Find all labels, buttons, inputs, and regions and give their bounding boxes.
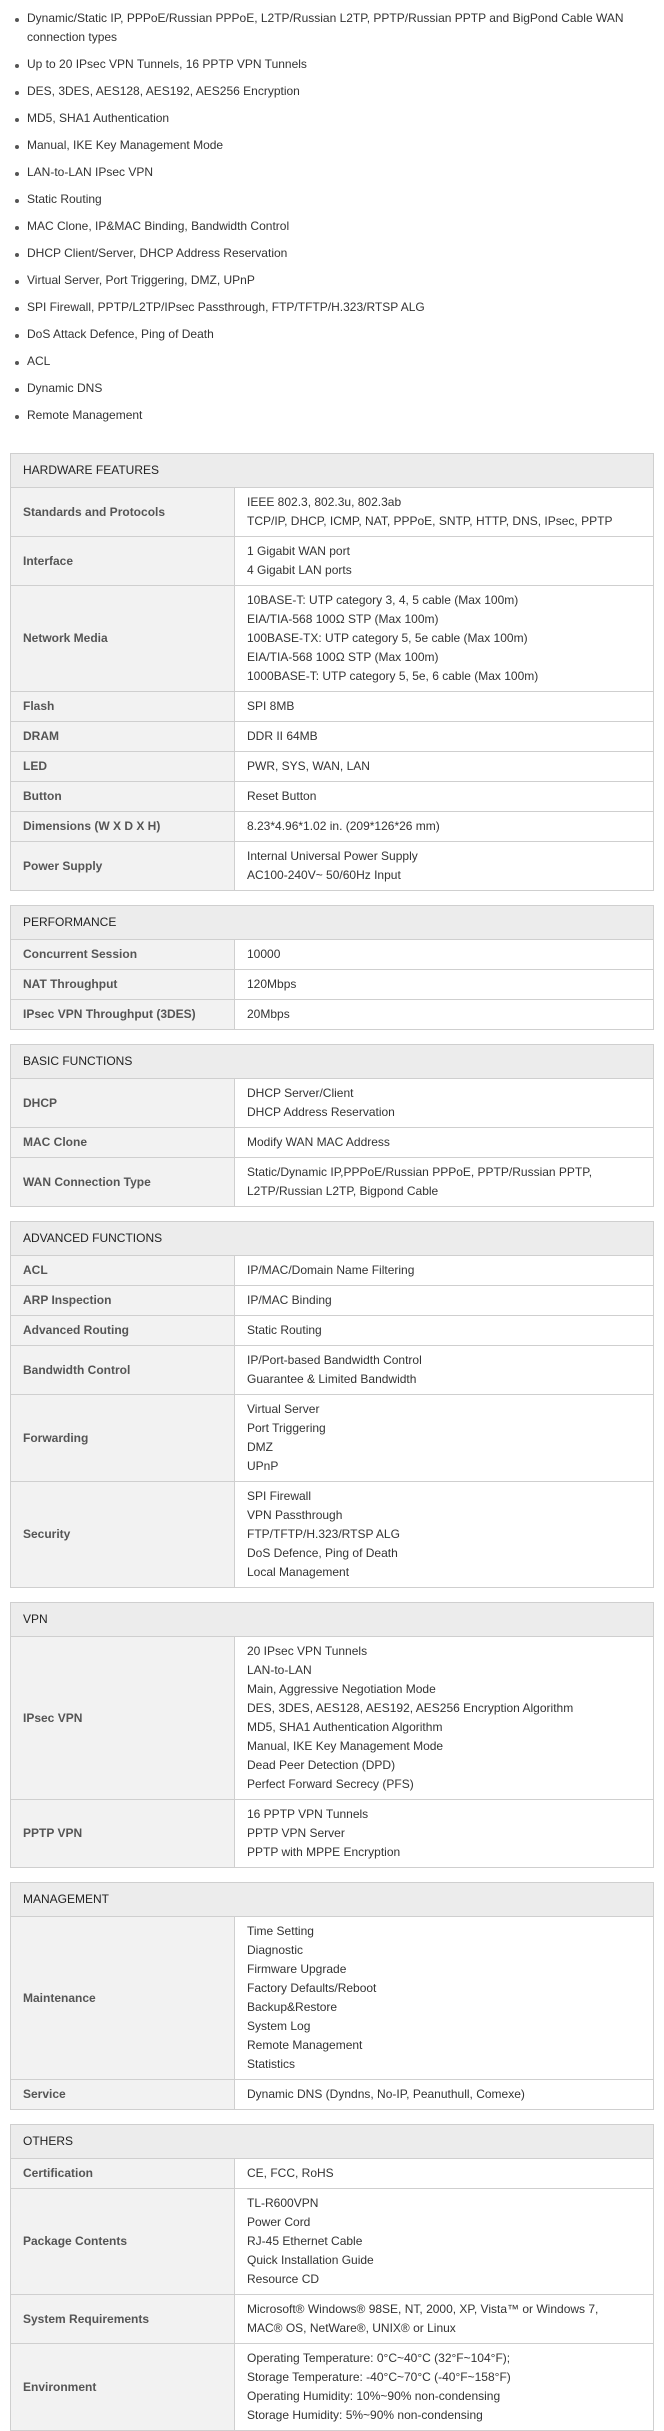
spec-table-vpn	[10, 1602, 654, 1868]
table-row	[11, 1917, 654, 2080]
spec-label: System Requirements	[11, 2295, 235, 2344]
spec-value-line: Manual, IKE Key Management Mode	[247, 1739, 444, 1753]
table-row	[11, 586, 654, 692]
spec-label: Advanced Routing	[11, 1316, 235, 1346]
spec-label: ARP Inspection	[11, 1286, 235, 1316]
spec-value-line: Diagnostic	[247, 1943, 304, 1957]
spec-label: WAN Connection Type	[11, 1158, 235, 1207]
spec-value	[235, 752, 654, 782]
feature-item: Remote Management	[10, 402, 654, 429]
spec-value	[235, 586, 654, 692]
spec-table-management	[10, 1882, 654, 2110]
spec-label: NAT Throughput	[11, 970, 235, 1000]
spec-value	[235, 1800, 654, 1868]
table-row	[11, 2295, 654, 2344]
section-title: MANAGEMENT	[11, 1883, 654, 1917]
spec-value-line: EIA/TIA-568 100Ω STP (Max 100m)	[247, 650, 439, 664]
spec-label: Environment	[11, 2344, 235, 2431]
table-row	[11, 1286, 654, 1316]
section-title: HARDWARE FEATURES	[11, 454, 654, 488]
spec-value	[235, 782, 654, 812]
spec-value-line: DDR II 64MB	[247, 729, 318, 743]
spec-value-line: Port Triggering	[247, 1421, 326, 1435]
table-row	[11, 2080, 654, 2110]
spec-label: DRAM	[11, 722, 235, 752]
spec-label: ACL	[11, 1256, 235, 1286]
spec-value-line: 20 IPsec VPN Tunnels	[247, 1644, 368, 1658]
spec-value	[235, 722, 654, 752]
spec-table-advanced-functions	[10, 1221, 654, 1588]
spec-value-line: 100BASE-TX: UTP category 5, 5e cable (Max 100m)	[247, 631, 528, 645]
spec-value-line: Static/Dynamic IP,PPPoE/Russian PPPoE, PPTP/Russian PPTP,	[247, 1165, 593, 1179]
spec-value	[235, 537, 654, 586]
section-header-row	[11, 454, 654, 488]
spec-value-line: MD5, SHA1 Authentication Algorithm	[247, 1720, 443, 1734]
spec-label: Service	[11, 2080, 235, 2110]
spec-label: Dimensions (W X D X H)	[11, 812, 235, 842]
spec-value-line: Factory Defaults/Reboot	[247, 1981, 377, 1995]
spec-value	[235, 812, 654, 842]
spec-value-line: Operating Humidity: 10%~90% non-condensing	[247, 2389, 501, 2403]
spec-value-line: 20Mbps	[247, 1007, 290, 1021]
spec-label: Package Contents	[11, 2189, 235, 2295]
spec-value-line: IP/MAC Binding	[247, 1293, 332, 1307]
table-row	[11, 1128, 654, 1158]
spec-label: IPsec VPN Throughput (3DES)	[11, 1000, 235, 1030]
table-row	[11, 537, 654, 586]
spec-value-line: Main, Aggressive Negotiation Mode	[247, 1682, 436, 1696]
spec-value	[235, 1286, 654, 1316]
spec-value-line: PPTP with MPPE Encryption	[247, 1845, 401, 1859]
spec-value-line: CE, FCC, RoHS	[247, 2166, 334, 2180]
spec-value	[235, 1256, 654, 1286]
spec-value-line: 8.23*4.96*1.02 in. (209*126*26 mm)	[247, 819, 440, 833]
spec-table-basic-functions	[10, 1044, 654, 1207]
spec-value	[235, 488, 654, 537]
spec-value-line: TCP/IP, DHCP, ICMP, NAT, PPPoE, SNTP, HTTP, DNS, IPsec, PPTP	[247, 514, 613, 528]
table-row	[11, 1800, 654, 1868]
spec-value-line: Remote Management	[247, 2038, 363, 2052]
section-header-row	[11, 906, 654, 940]
spec-value	[235, 2295, 654, 2344]
spec-table-others	[10, 2124, 654, 2431]
spec-value-line: Dynamic DNS (Dyndns, No-IP, Peanuthull, Comexe)	[247, 2087, 525, 2101]
spec-value-line: Perfect Forward Secrecy (PFS)	[247, 1777, 414, 1791]
spec-value	[235, 1079, 654, 1128]
spec-value	[235, 1395, 654, 1482]
spec-value	[235, 1158, 654, 1207]
spec-value-line: 10000	[247, 947, 281, 961]
feature-item: Up to 20 IPsec VPN Tunnels, 16 PPTP VPN Tunnels	[10, 51, 654, 78]
spec-value-line: Static Routing	[247, 1323, 322, 1337]
feature-item: Dynamic/Static IP, PPPoE/Russian PPPoE, L2TP/Russian L2TP, PPTP/Russian PPTP and BigPond Cable WAN connection types	[10, 5, 654, 51]
section-header-row	[11, 1883, 654, 1917]
spec-value	[235, 1917, 654, 2080]
spec-label: Bandwidth Control	[11, 1346, 235, 1395]
spec-value-line: PPTP VPN Server	[247, 1826, 345, 1840]
spec-table-hardware-features	[10, 453, 654, 891]
spec-label: MAC Clone	[11, 1128, 235, 1158]
section-header-row	[11, 1603, 654, 1637]
spec-value-line: Local Management	[247, 1565, 350, 1579]
spec-value-line: LAN-to-LAN	[247, 1663, 312, 1677]
spec-label: Button	[11, 782, 235, 812]
spec-value-line: AC100-240V~ 50/60Hz Input	[247, 868, 401, 882]
spec-value-line: VPN Passthrough	[247, 1508, 343, 1522]
section-title: ADVANCED FUNCTIONS	[11, 1222, 654, 1256]
spec-value	[235, 970, 654, 1000]
spec-label: Power Supply	[11, 842, 235, 891]
table-row	[11, 812, 654, 842]
spec-value-line: 10BASE-T: UTP category 3, 4, 5 cable (Max 100m)	[247, 593, 519, 607]
section-header-row	[11, 1222, 654, 1256]
table-row	[11, 782, 654, 812]
spec-label: Network Media	[11, 586, 235, 692]
spec-value-line: Storage Temperature: -40°C~70°C (-40°F~158°F)	[247, 2370, 511, 2384]
spec-value-line: 1 Gigabit WAN port	[247, 544, 350, 558]
spec-value-line: PWR, SYS, WAN, LAN	[247, 759, 370, 773]
spec-value	[235, 1128, 654, 1158]
spec-value-line: Quick Installation Guide	[247, 2253, 374, 2267]
spec-value-line: DMZ	[247, 1440, 273, 1454]
spec-value	[235, 1637, 654, 1800]
spec-label: Flash	[11, 692, 235, 722]
spec-value-line: Internal Universal Power Supply	[247, 849, 418, 863]
table-row	[11, 940, 654, 970]
feature-item: Dynamic DNS	[10, 375, 654, 402]
spec-value-line: Time Setting	[247, 1924, 314, 1938]
spec-value-line: 16 PPTP VPN Tunnels	[247, 1807, 369, 1821]
section-title: BASIC FUNCTIONS	[11, 1045, 654, 1079]
section-header-row	[11, 1045, 654, 1079]
feature-item: MAC Clone, IP&MAC Binding, Bandwidth Control	[10, 213, 654, 240]
feature-list	[10, 0, 654, 439]
spec-value-line: Statistics	[247, 2057, 296, 2071]
spec-value-line: Firmware Upgrade	[247, 1962, 347, 1976]
spec-label: Maintenance	[11, 1917, 235, 2080]
section-title: OTHERS	[11, 2125, 654, 2159]
feature-item: SPI Firewall, PPTP/L2TP/IPsec Passthrough, FTP/TFTP/H.323/RTSP ALG	[10, 294, 654, 321]
spec-label: IPsec VPN	[11, 1637, 235, 1800]
feature-item: MD5, SHA1 Authentication	[10, 105, 654, 132]
section-header-row	[11, 2125, 654, 2159]
spec-value	[235, 1482, 654, 1588]
table-row	[11, 1079, 654, 1128]
spec-value-line: Resource CD	[247, 2272, 320, 2286]
spec-value	[235, 1316, 654, 1346]
spec-value-line: L2TP/Russian L2TP, Bigpond Cable	[247, 1184, 439, 1198]
spec-value-line: 4 Gigabit LAN ports	[247, 563, 352, 577]
section-title: VPN	[11, 1603, 654, 1637]
spec-label: Security	[11, 1482, 235, 1588]
spec-label: DHCP	[11, 1079, 235, 1128]
spec-value-line: Storage Humidity: 5%~90% non-condensing	[247, 2408, 483, 2422]
spec-value-line: Microsoft® Windows® 98SE, NT, 2000, XP, Vista™ or Windows 7,	[247, 2302, 599, 2316]
table-row	[11, 1395, 654, 1482]
table-row	[11, 2344, 654, 2431]
feature-item: Virtual Server, Port Triggering, DMZ, UPnP	[10, 267, 654, 294]
spec-value-line: MAC® OS, NetWare®, UNIX® or Linux	[247, 2321, 456, 2335]
section-title: PERFORMANCE	[11, 906, 654, 940]
spec-label: Interface	[11, 537, 235, 586]
feature-item: DHCP Client/Server, DHCP Address Reservation	[10, 240, 654, 267]
spec-value-line: FTP/TFTP/H.323/RTSP ALG	[247, 1527, 400, 1541]
spec-value-line: Virtual Server	[247, 1402, 320, 1416]
spec-value-line: Dead Peer Detection (DPD)	[247, 1758, 396, 1772]
spec-value	[235, 2189, 654, 2295]
spec-value	[235, 2344, 654, 2431]
feature-item: Manual, IKE Key Management Mode	[10, 132, 654, 159]
table-row	[11, 1000, 654, 1030]
spec-value	[235, 1000, 654, 1030]
table-row	[11, 488, 654, 537]
table-row	[11, 752, 654, 782]
spec-value-line: EIA/TIA-568 100Ω STP (Max 100m)	[247, 612, 439, 626]
table-row	[11, 1637, 654, 1800]
spec-value	[235, 1346, 654, 1395]
table-row	[11, 1256, 654, 1286]
spec-value-line: IEEE 802.3, 802.3u, 802.3ab	[247, 495, 402, 509]
spec-value-line: SPI Firewall	[247, 1489, 312, 1503]
feature-item: ACL	[10, 348, 654, 375]
table-row	[11, 842, 654, 891]
spec-value-line: Modify WAN MAC Address	[247, 1135, 390, 1149]
spec-value	[235, 692, 654, 722]
spec-value-line: Operating Temperature: 0°C~40°C (32°F~104°F);	[247, 2351, 511, 2365]
spec-value-line: UPnP	[247, 1459, 279, 1473]
spec-label: Forwarding	[11, 1395, 235, 1482]
table-row	[11, 2189, 654, 2295]
table-row	[11, 692, 654, 722]
spec-value	[235, 2080, 654, 2110]
spec-sections	[10, 453, 654, 2431]
spec-value-line: 1000BASE-T: UTP category 5, 5e, 6 cable (Max 100m)	[247, 669, 539, 683]
spec-value	[235, 2159, 654, 2189]
spec-value-line: DoS Defence, Ping of Death	[247, 1546, 398, 1560]
table-row	[11, 1158, 654, 1207]
spec-value-line: Backup&Restore	[247, 2000, 338, 2014]
spec-value-line: SPI 8MB	[247, 699, 295, 713]
table-row	[11, 2159, 654, 2189]
spec-value	[235, 842, 654, 891]
feature-item: DES, 3DES, AES128, AES192, AES256 Encryption	[10, 78, 654, 105]
table-row	[11, 1316, 654, 1346]
table-row	[11, 1346, 654, 1395]
spec-value-line: DES, 3DES, AES128, AES192, AES256 Encryption Algorithm	[247, 1701, 574, 1715]
feature-item: DoS Attack Defence, Ping of Death	[10, 321, 654, 348]
spec-value-line: Guarantee & Limited Bandwidth	[247, 1372, 417, 1386]
table-row	[11, 970, 654, 1000]
spec-label: Standards and Protocols	[11, 488, 235, 537]
spec-value	[235, 940, 654, 970]
spec-value-line: IP/Port-based Bandwidth Control	[247, 1353, 422, 1367]
spec-value-line: Power Cord	[247, 2215, 311, 2229]
spec-label: PPTP VPN	[11, 1800, 235, 1868]
spec-value-line: IP/MAC/Domain Name Filtering	[247, 1263, 415, 1277]
feature-item: LAN-to-LAN IPsec VPN	[10, 159, 654, 186]
table-row	[11, 722, 654, 752]
spec-value-line: DHCP Address Reservation	[247, 1105, 395, 1119]
spec-value-line: System Log	[247, 2019, 311, 2033]
spec-label: Certification	[11, 2159, 235, 2189]
spec-label: Concurrent Session	[11, 940, 235, 970]
spec-value-line: Reset Button	[247, 789, 317, 803]
table-row	[11, 1482, 654, 1588]
spec-table-performance	[10, 905, 654, 1030]
spec-value-line: DHCP Server/Client	[247, 1086, 354, 1100]
feature-item: Static Routing	[10, 186, 654, 213]
spec-value-line: TL-R600VPN	[247, 2196, 319, 2210]
spec-value-line: 120Mbps	[247, 977, 297, 991]
spec-value-line: RJ-45 Ethernet Cable	[247, 2234, 363, 2248]
spec-label: LED	[11, 752, 235, 782]
